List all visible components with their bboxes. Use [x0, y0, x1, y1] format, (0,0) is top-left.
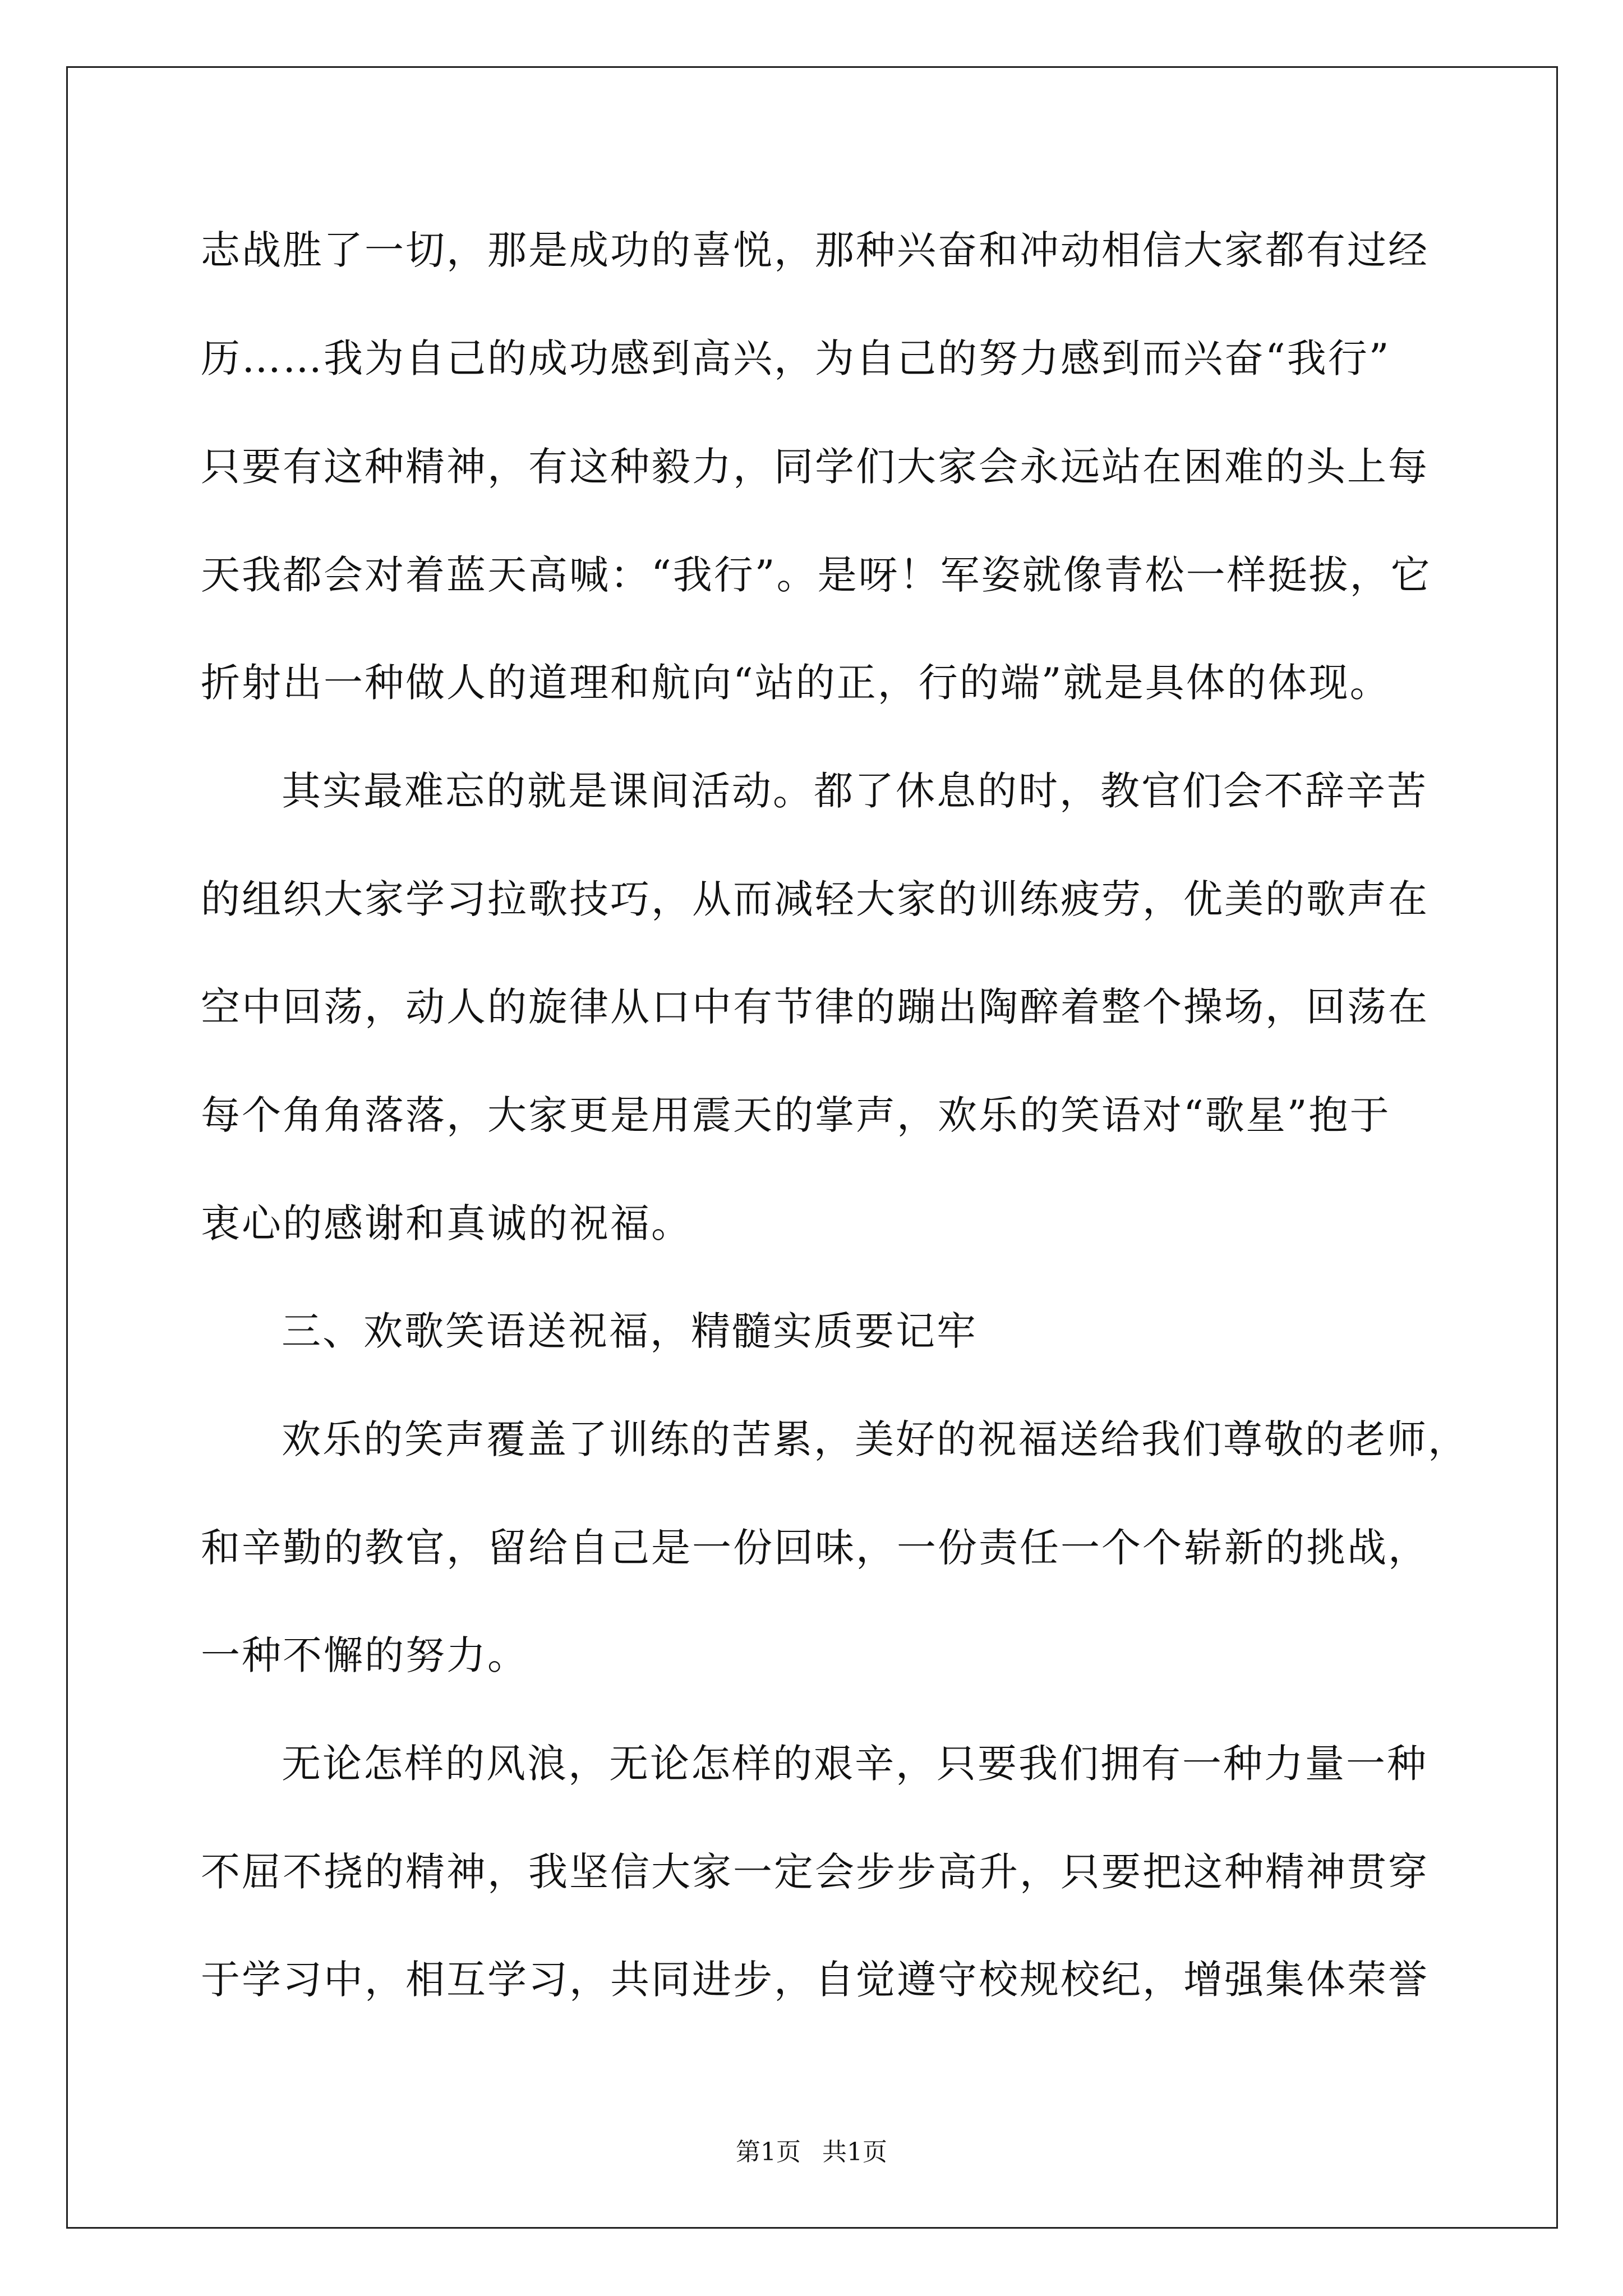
text-line: 于学习中，相互学习，共同进步，自觉遵守校规校纪，增强集体荣誉	[201, 1957, 1429, 2003]
text-line: 每个角角落落，大家更是用震天的掌声，欢乐的笑语对“歌星”抱于	[201, 1092, 1391, 1138]
text-line: 的组织大家学习拉歌技巧，从而减轻大家的训练疲劳，优美的歌声在	[201, 876, 1429, 922]
paragraph-start-line: 无论怎样的风浪，无论怎样的艰辛，只要我们拥有一种力量一种	[282, 1741, 1428, 1787]
text-line: 和辛勤的教官，留给自己是一份回味，一份责任一个个崭新的挑战，	[201, 1525, 1429, 1571]
text-line: 折射出一种做人的道理和航向“站的正，行的端”就是具体的体现。	[201, 660, 1391, 706]
section-heading: 三、欢歌笑语送祝福，精髓实质要记牢	[282, 1308, 978, 1354]
text-line: 天我都会对着蓝天高喊：“我行”。是呀！军姿就像青松一样挺拔，它	[201, 552, 1432, 598]
text-line: 志战胜了一切，那是成功的喜悦，那种兴奋和冲动相信大家都有过经	[201, 227, 1429, 273]
page-footer	[0, 2132, 1623, 2168]
paragraph-start-line: 其实最难忘的就是课间活动。都了休息的时，教官们会不辞辛苦	[282, 768, 1428, 814]
paragraph-start-line: 欢乐的笑声覆盖了训练的苦累，美好的祝福送给我们尊敬的老师，	[282, 1416, 1469, 1462]
text-line: 历……我为自己的成功感到高兴，为自己的努力感到而兴奋“我行”	[201, 335, 1391, 381]
text-line: 空中回荡，动人的旋律从口中有节律的蹦出陶醉着整个操场，回荡在	[201, 984, 1429, 1030]
text-line: 只要有这种精神，有这种毅力，同学们大家会永远站在困难的头上每	[201, 444, 1429, 490]
text-line: 一种不懈的努力。	[201, 1632, 528, 1678]
page-total: 共1页	[822, 2138, 887, 2166]
text-line: 衷心的感谢和真诚的祝福。	[201, 1200, 692, 1246]
page-number: 第1页	[736, 2138, 801, 2166]
text-line: 不屈不挠的精神，我坚信大家一定会步步高升，只要把这种精神贯穿	[201, 1849, 1429, 1895]
page-border	[66, 66, 1558, 2229]
